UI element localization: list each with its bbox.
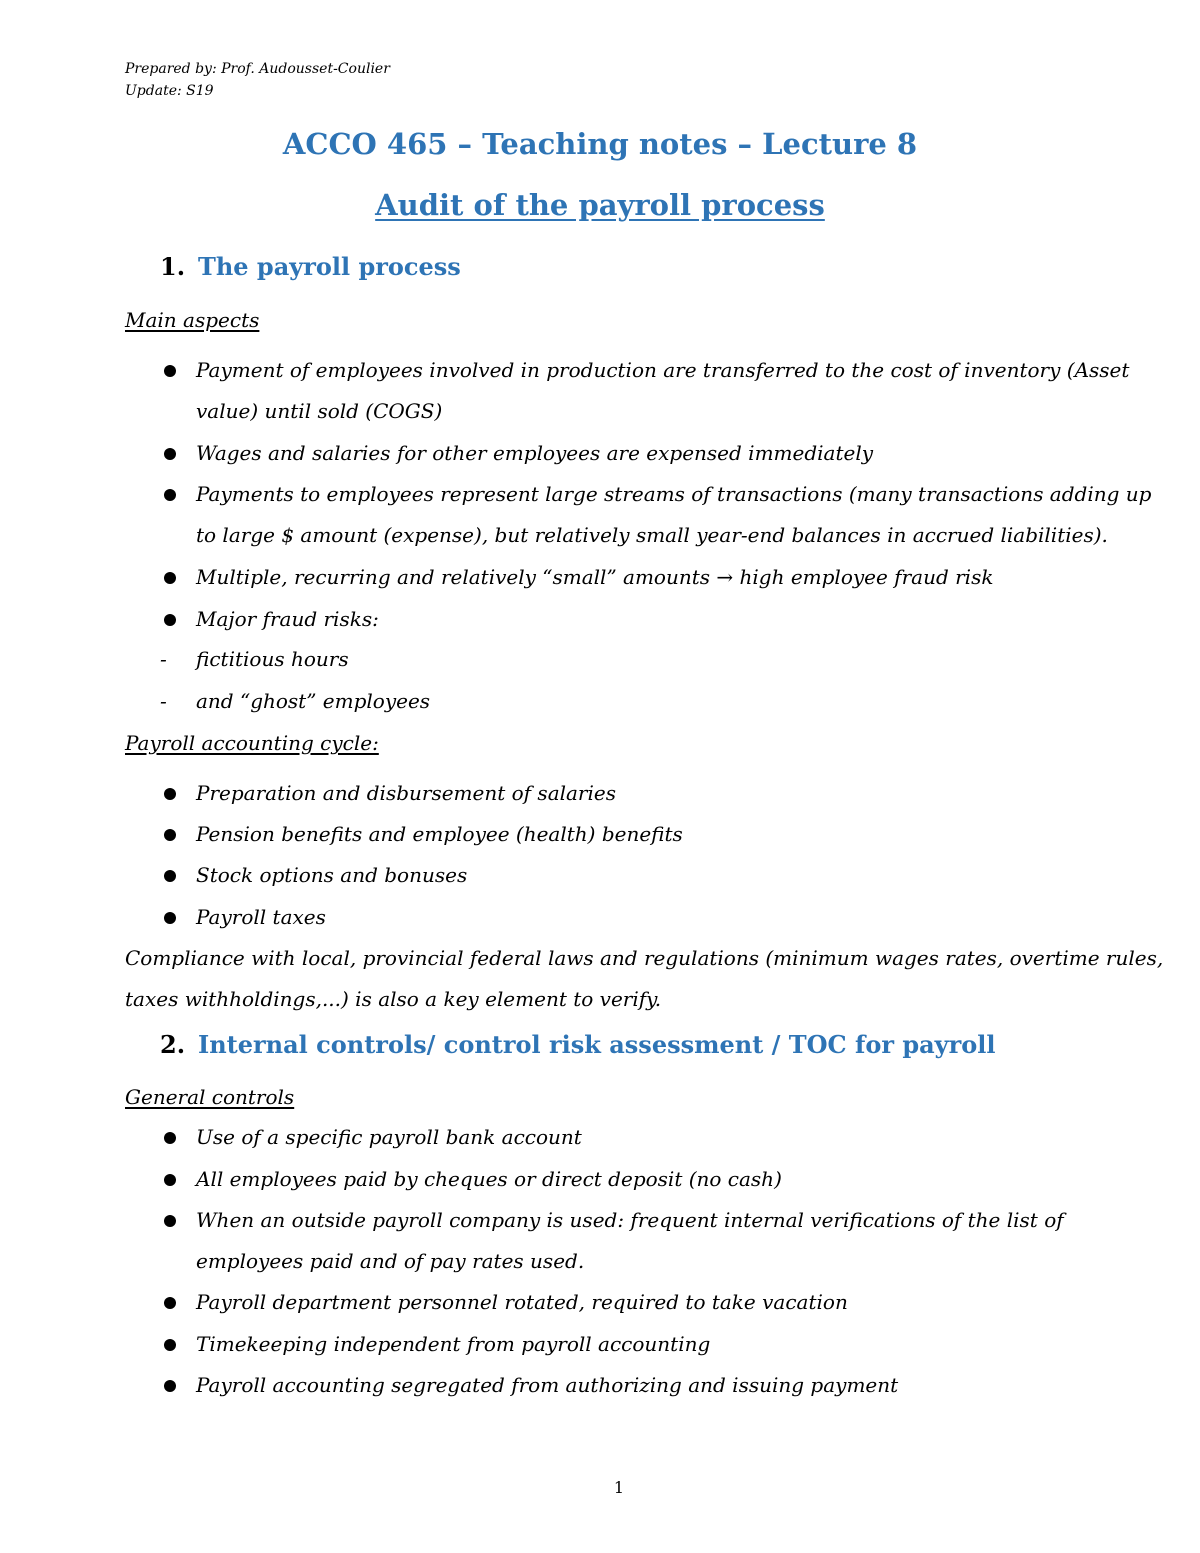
section-1-heading <box>160 252 461 281</box>
section-2-heading <box>160 1030 996 1059</box>
list-item: Payroll accounting segregated from authorizing and issuing payment <box>196 1373 899 1397</box>
bullet-icon <box>164 489 176 501</box>
list-item: Stock options and bonuses <box>196 863 468 887</box>
dash-icon: - <box>160 689 167 713</box>
general-controls-label: General controls <box>125 1085 295 1109</box>
list-item: When an outside payroll company is used: frequent internal verifications of the list of <box>196 1208 1064 1232</box>
list-item: Payment of employees involved in production are transferred to the cost of inventory (Asset <box>196 358 1130 382</box>
list-item: Wages and salaries for other employees are expensed immediately <box>196 441 874 465</box>
bullet-icon <box>164 1380 176 1392</box>
list-item: Payroll taxes <box>196 905 326 929</box>
bullet-icon <box>164 829 176 841</box>
dash-icon: - <box>160 647 167 671</box>
page-number: 1 <box>613 1478 625 1497</box>
list-item-continuation: to large $ amount (expense), but relatively small year-end balances in accrued liabilities). <box>196 523 1108 547</box>
section-title: The payroll process <box>198 252 461 281</box>
bullet-icon <box>164 448 176 460</box>
bullet-icon <box>164 870 176 882</box>
list-item-continuation: employees paid and of pay rates used. <box>196 1249 585 1273</box>
list-item: Payroll department personnel rotated, required to take vacation <box>196 1290 848 1314</box>
bullet-icon <box>164 1339 176 1351</box>
bullet-icon <box>164 614 176 626</box>
main-aspects-label: Main aspects <box>125 308 260 332</box>
list-item-continuation: value) until sold (COGS) <box>196 399 443 423</box>
list-item: Pension benefits and employee (health) benefits <box>196 822 683 846</box>
prepared-by: Prepared by: Prof. Audousset-Coulier <box>125 61 390 77</box>
bullet-icon <box>164 572 176 584</box>
payroll-cycle-label: Payroll accounting cycle: <box>125 731 379 755</box>
list-item: Timekeeping independent from payroll accounting <box>196 1332 711 1356</box>
compliance-paragraph: Compliance with local, provincial federal laws and regulations (minimum wages rates, overtime rules, <box>125 946 1164 970</box>
update-label: Update: S19 <box>125 83 214 99</box>
bullet-icon <box>164 788 176 800</box>
compliance-paragraph-continuation: taxes withholdings,...) is also a key element to verify. <box>125 987 662 1011</box>
bullet-icon <box>164 1215 176 1227</box>
bullet-icon <box>164 365 176 377</box>
list-item: Major fraud risks: <box>196 607 379 631</box>
document-title: ACCO 465 – Teaching notes – Lecture 8 <box>282 127 918 161</box>
section-number: 2. <box>160 1030 186 1059</box>
list-item: Payments to employees represent large streams of transactions (many transactions adding up <box>196 482 1152 506</box>
document-subtitle: Audit of the payroll process <box>375 188 825 222</box>
list-item: Preparation and disbursement of salaries <box>196 781 616 805</box>
page-header <box>125 58 390 102</box>
bullet-icon <box>164 1174 176 1186</box>
bullet-icon <box>164 1132 176 1144</box>
bullet-icon <box>164 1297 176 1309</box>
sub-list-item: and “ghost” employees <box>196 689 431 713</box>
list-item: All employees paid by cheques or direct deposit (no cash) <box>196 1167 782 1191</box>
bullet-icon <box>164 912 176 924</box>
list-item: Use of a specific payroll bank account <box>196 1125 582 1149</box>
list-item: Multiple, recurring and relatively “small” amounts → high employee fraud risk <box>196 565 994 589</box>
sub-list-item: fictitious hours <box>196 647 349 671</box>
section-number: 1. <box>160 252 186 281</box>
section-title: Internal controls/ control risk assessment / TOC for payroll <box>198 1030 996 1059</box>
